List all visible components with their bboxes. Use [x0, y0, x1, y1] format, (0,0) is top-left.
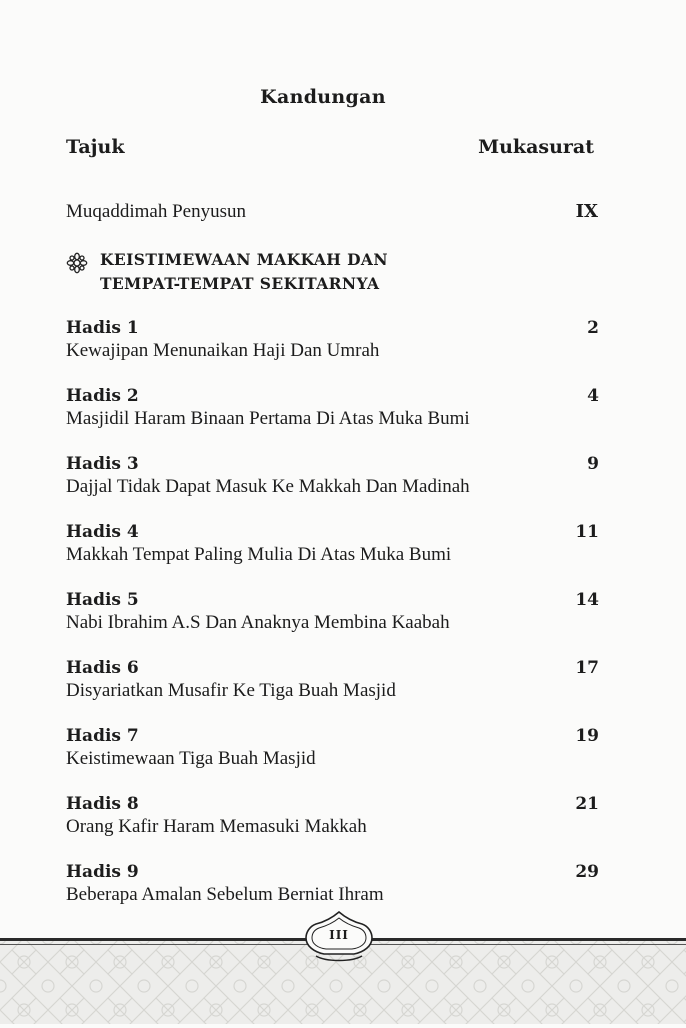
intro-entry-page: IX: [575, 201, 598, 222]
entry-title: Keistimewaan Tiga Buah Masjid: [66, 748, 316, 769]
entry-page-number: 4: [587, 386, 599, 406]
page-number: III: [329, 928, 349, 942]
entry-page-number: 9: [587, 454, 599, 474]
entry-heading: Hadis 1: [66, 318, 139, 338]
column-header-page: Mukasurat: [478, 136, 594, 158]
intro-entry-label: Muqaddimah Penyusun: [66, 201, 246, 222]
entry-page-number: 14: [575, 590, 599, 610]
entry-title: Beberapa Amalan Sebelum Berniat Ihram: [66, 884, 384, 905]
page-title: Kandungan: [260, 86, 386, 108]
entry-page-number: 2: [587, 318, 599, 338]
section-title-line-2: TEMPAT-TEMPAT SEKITARNYA: [100, 274, 380, 293]
entry-title: Makkah Tempat Paling Mulia Di Atas Muka Bumi: [66, 544, 452, 565]
column-header-title: Tajuk: [66, 136, 125, 158]
entry-page-number: 21: [575, 794, 599, 814]
entry-heading: Hadis 5: [66, 590, 139, 610]
entry-heading: Hadis 4: [66, 522, 139, 542]
entry-title: Masjidil Haram Binaan Pertama Di Atas Muka Bumi: [66, 408, 470, 429]
entry-heading: Hadis 6: [66, 658, 139, 678]
section-title-line-1: KEISTIMEWAAN MAKKAH DAN: [100, 250, 388, 269]
entry-page-number: 19: [575, 726, 599, 746]
entry-page-number: 29: [575, 862, 599, 882]
entry-heading: Hadis 2: [66, 386, 139, 406]
entry-heading: Hadis 9: [66, 862, 139, 882]
entry-title: Disyariatkan Musafir Ke Tiga Buah Masjid: [66, 680, 396, 701]
ornament-flower-icon: [66, 252, 88, 274]
entry-heading: Hadis 8: [66, 794, 139, 814]
entry-title: Nabi Ibrahim A.S Dan Anaknya Membina Kaabah: [66, 612, 450, 633]
entry-title: Orang Kafir Haram Memasuki Makkah: [66, 816, 367, 837]
entry-page-number: 17: [575, 658, 599, 678]
entry-title: Dajjal Tidak Dapat Masuk Ke Makkah Dan Madinah: [66, 476, 470, 497]
entry-heading: Hadis 3: [66, 454, 139, 474]
entry-page-number: 11: [575, 522, 599, 542]
entry-heading: Hadis 7: [66, 726, 139, 746]
entry-title: Kewajipan Menunaikan Haji Dan Umrah: [66, 340, 380, 361]
